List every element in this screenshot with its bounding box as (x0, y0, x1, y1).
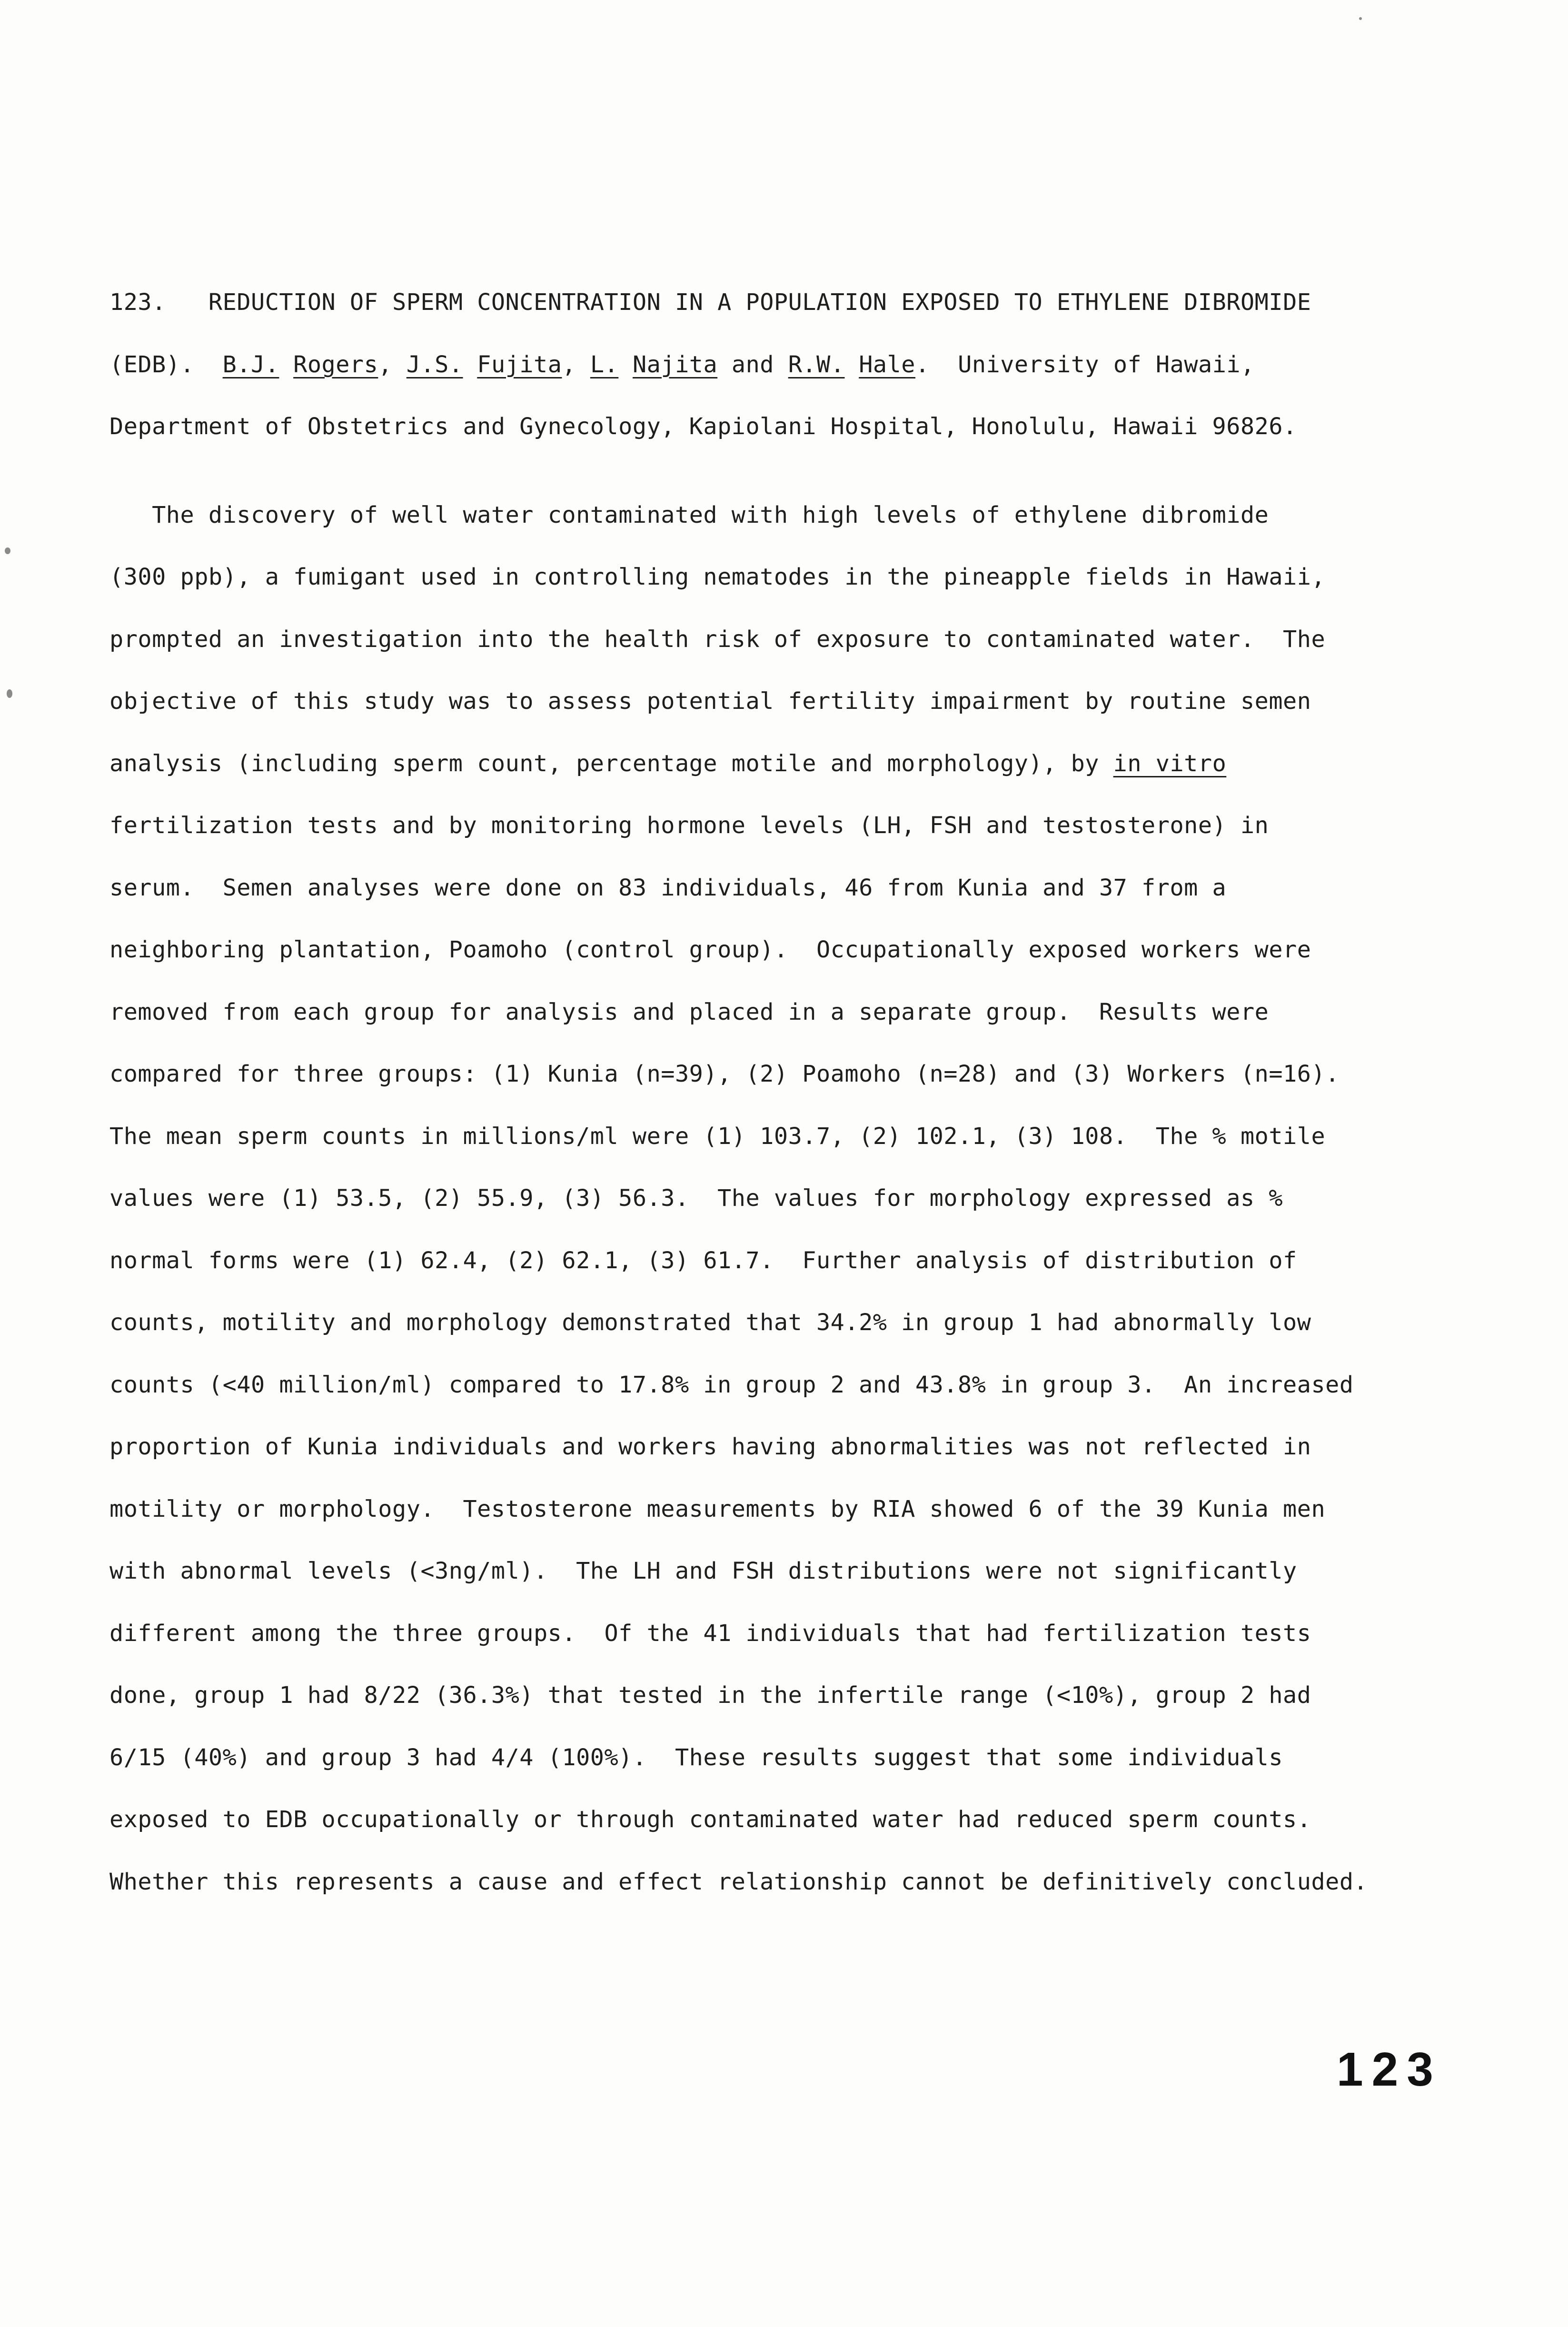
body-line-2: (300 ppb), a fumigant used in controlling nematodes in the pineapple fields in Hawaii, (109, 564, 1326, 590)
author-separator: . (915, 351, 930, 378)
scan-speck (1359, 17, 1362, 20)
body-line-20: done, group 1 had 8/22 (36.3%) that tested in the infertile range (<10%), group 2 had (109, 1682, 1311, 1709)
body-line-23: Whether this represents a cause and effect relationship cannot be definitively concluded. (109, 1868, 1368, 1895)
author-3 (590, 351, 774, 378)
body-line-7: serum. Semen analyses were done on 83 individuals, 46 from Kunia and 37 from a (109, 874, 1227, 901)
abstract-number: 123. (109, 289, 166, 316)
author-2 (407, 351, 576, 378)
body-line-22: exposed to EDB occupationally or through contaminated water had reduced sperm counts. (109, 1806, 1311, 1833)
author-1 (223, 351, 392, 378)
title-line-2 (109, 334, 1499, 396)
body-line-6: fertilization tests and by monitoring hormone levels (LH, FSH and testosterone) in (109, 812, 1269, 839)
body-line-21: 6/15 (40%) and group 3 had 4/4 (100%). These results suggest that some individuals (109, 1744, 1283, 1771)
body-line-9: removed from each group for analysis and placed in a separate group. Results were (109, 998, 1269, 1025)
in-vitro-term: in vitro (1113, 750, 1227, 777)
title-line-1 (109, 271, 1499, 334)
author-initials: B.J. (222, 351, 279, 378)
body-line-18: with abnormal levels (<3ng/ml). The LH and FSH distributions were not significantly (109, 1558, 1297, 1584)
body-line-1 (109, 484, 1499, 547)
affiliation-line: Department of Obstetrics and Gynecology, Kapiolani Hospital, Honolulu, Hawaii 96826. (109, 413, 1297, 440)
page-number: 123 (1337, 2043, 1442, 2096)
body-line-19: different among the three groups. Of the 41 individuals that had fertilization tests (109, 1620, 1311, 1647)
body-text: The discovery of well water contaminated with high levels of ethylene dibromide (152, 501, 1269, 528)
body-line-12: values were (1) 53.5, (2) 55.9, (3) 56.3. The values for morphology expressed as % (109, 1185, 1283, 1212)
author-initials: R.W. (788, 351, 845, 378)
author-separator: , (562, 351, 576, 378)
body-line-4: objective of this study was to assess potential fertility impairment by routine semen (109, 688, 1311, 715)
abstract (109, 271, 1499, 1913)
body-line-3: prompted an investigation into the health risk of exposure to contaminated water. The (109, 626, 1326, 653)
author-surname: Hale (859, 351, 916, 378)
abstract-title-end: (EDB). (109, 351, 195, 378)
body-line-11: The mean sperm counts in millions/ml were (1) 103.7, (2) 102.1, (3) 108. The % motile (109, 1123, 1326, 1150)
body-line-8: neighboring plantation, Poamoho (control group). Occupationally exposed workers were (109, 936, 1311, 963)
body-line-14: counts, motility and morphology demonstrated that 34.2% in group 1 had abnormally low (109, 1309, 1311, 1336)
author-initials: J.S. (406, 351, 463, 378)
body-line-13: normal forms were (1) 62.4, (2) 62.1, (3) 61.7. Further analysis of distribution of (109, 1247, 1297, 1274)
body-line-15: counts (<40 million/ml) compared to 17.8% in group 2 and 43.8% in group 3. An increased (109, 1371, 1354, 1398)
scan-speck (5, 547, 10, 554)
author-surname: Najita (632, 351, 718, 378)
affiliation: University of Hawaii, (958, 351, 1255, 378)
abstract-title: REDUCTION OF SPERM CONCENTRATION IN A POPULATION EXPOSED TO ETHYLENE DIBROMIDE (208, 289, 1311, 316)
body-line-17: motility or morphology. Testosterone measurements by RIA showed 6 of the 39 Kunia men (109, 1495, 1326, 1522)
scan-speck (7, 689, 12, 698)
author-surname: Fujita (477, 351, 562, 378)
author-surname: Rogers (293, 351, 378, 378)
author-4 (788, 351, 930, 378)
author-initials: L. (590, 351, 619, 378)
author-separator: and (717, 351, 774, 378)
author-separator: , (378, 351, 393, 378)
body-line-10: compared for three groups: (1) Kunia (n=39), (2) Poamoho (n=28) and (3) Workers (n=16). (109, 1061, 1340, 1087)
body-line-16: proportion of Kunia individuals and workers having abnormalities was not reflected in (109, 1433, 1311, 1460)
body-line-5 (109, 733, 1499, 795)
body-text: analysis (including sperm count, percentage motile and morphology), by (109, 750, 1099, 777)
